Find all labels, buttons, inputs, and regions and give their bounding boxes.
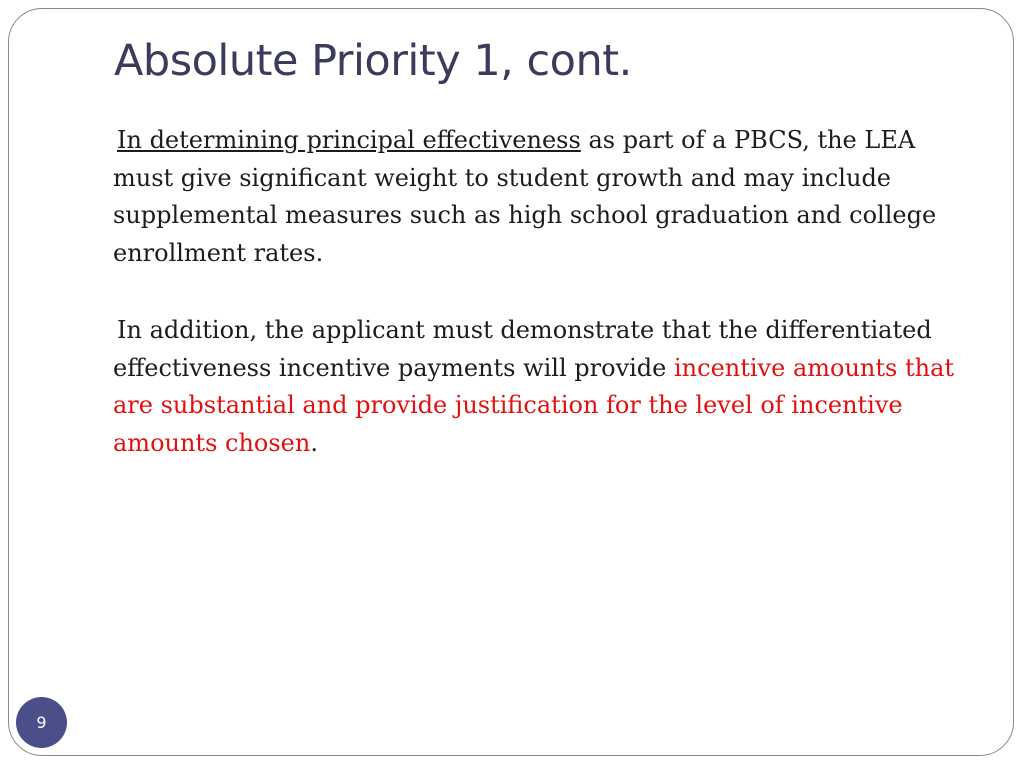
paragraph-incentive-payments (113, 312, 973, 462)
underlined-phrase: In determining principal effectiveness (117, 126, 581, 154)
page-number-badge (16, 697, 67, 748)
paragraph-text: as part of a PBCS, the LEA must give significant weight to student growth and may include supplemental measures such as high school graduation and college enrollment rates. (113, 126, 937, 267)
paragraph-principal-effectiveness (113, 122, 973, 272)
paragraph-text: In addition, the applicant must demonstrate that the differentiated effectiveness incentive payments will provide (113, 316, 932, 382)
page-number: 9 (36, 713, 47, 732)
slide-title: Absolute Priority 1, cont. (114, 36, 632, 86)
paragraph-end: . (310, 428, 318, 457)
slide-body (113, 122, 973, 462)
highlighted-text: incentive amounts that are substantial and provide justification for the level of incentive amounts chosen (113, 353, 955, 457)
